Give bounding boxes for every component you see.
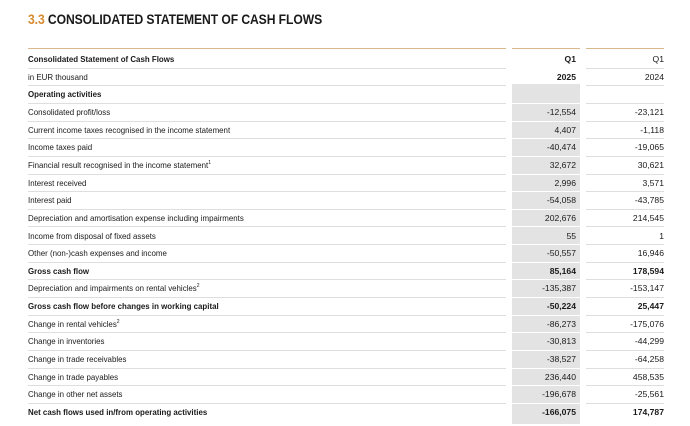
row-label: Income from disposal of fixed assets [28,230,156,241]
header-rule-label [28,48,506,49]
row-label: Change in other net assets [28,389,123,400]
col1-year: 2025 [556,71,576,82]
table-row [28,404,664,422]
table-row [28,139,664,157]
row-label: Depreciation and amortisation expense including impairments [28,212,244,223]
table-row [28,298,664,316]
value-q1-2025: 2,996 [554,177,576,188]
table-row [28,104,664,122]
value-q1-2024: 30,621 [637,159,664,170]
value-q1-2025: 32,672 [549,159,576,170]
header-rule-col2 [586,48,664,49]
table-row [28,280,664,298]
footnote-marker: 2 [196,283,200,290]
header-row-title [28,51,664,69]
value-q1-2024: 16,946 [637,248,664,259]
value-q1-2025: -30,813 [546,336,576,347]
value-q1-2025: -50,557 [546,248,576,259]
value-q1-2025: -166,075 [542,407,576,417]
value-q1-2025: -86,273 [546,318,576,329]
value-q1-2024: 1 [659,230,664,241]
section-heading: CONSOLIDATED STATEMENT OF CASH FLOWS [47,12,323,27]
value-q1-2025: -50,224 [546,301,576,312]
value-q1-2025: 55 [566,230,576,241]
value-q1-2024: -43,785 [634,195,664,206]
value-q1-2024: -1,118 [640,124,664,135]
value-q1-2024: -175,076 [630,318,664,329]
value-q1-2024: 25,447 [637,301,664,312]
value-q1-2025: -12,554 [546,106,576,117]
header-row-unit [28,69,664,87]
row-label: Consolidated profit/loss [28,106,111,117]
value-q1-2024: -44,299 [634,336,664,347]
row-label: Gross cash flow before changes in working capital [28,301,219,312]
value-q1-2025: -135,387 [542,283,576,294]
row-label: Change in rental vehicles$^2$ [28,318,120,329]
section-number: 3.3 [28,12,45,27]
row-label: Income taxes paid [28,142,93,153]
value-q1-2025 [512,86,576,104]
value-q1-2024: -64,258 [634,354,664,365]
table-row [28,369,664,387]
col1-period: Q1 [564,54,576,64]
row-label: Gross cash flow [28,265,90,276]
col2-period: Q1 [652,54,664,64]
value-q1-2025: -196,678 [542,389,576,400]
footnote-marker: 1 [208,160,212,167]
value-q1-2024: -19,065 [634,142,664,153]
value-q1-2025: 236,440 [544,371,576,382]
value-q1-2024: 3,571 [642,177,664,188]
row-label: Change in trade payables [28,371,119,382]
value-q1-2024: 178,594 [632,265,664,276]
value-q1-2024: -153,147 [630,283,664,294]
value-q1-2025: 4,407 [554,124,576,135]
table-row [28,175,664,193]
value-q1-2024: -25,561 [634,389,664,400]
value-q1-2025: -40,474 [546,142,576,153]
row-label: Depreciation and impairments on rental vehicles$^2$ [28,283,200,294]
table-row [28,210,664,228]
row-label: Current income taxes recognised in the income statement [28,124,231,135]
value-q1-2024 [586,86,664,104]
table-row [28,263,664,281]
row-label: Net cash flows used in/from operating activities [28,407,208,417]
value-q1-2024: 458,535 [632,371,664,382]
row-label: Operating activities [28,89,102,100]
value-q1-2025: -38,527 [546,354,576,365]
table-row [28,228,664,246]
col2-year: 2024 [644,71,664,82]
table-row [28,316,664,334]
value-q1-2025: -54,058 [546,195,576,206]
value-q1-2024: 214,545 [632,212,664,223]
table-row [28,122,664,140]
table-row [28,245,664,263]
value-q1-2024: 174,787 [632,407,664,417]
value-q1-2025: 85,164 [549,265,576,276]
row-label: Change in inventories [28,336,105,347]
header-rule-col1 [512,48,580,49]
table-row [28,333,664,351]
value-q1-2024: -23,121 [634,106,664,117]
table-row [28,386,664,404]
row-label: Other (non-)cash expenses and income [28,248,167,259]
unit-label: in EUR thousand [28,71,88,82]
value-q1-2025: 202,676 [544,212,576,223]
table-row [28,192,664,210]
row-label: Change in trade receivables [28,354,127,365]
row-label: Financial result recognised in the income statement$^1$ [28,159,212,170]
footnote-marker: 2 [116,318,120,325]
row-label: Interest received [28,177,87,188]
section-title [28,12,322,27]
row-label: Interest paid [28,195,72,206]
table-caption: Consolidated Statement of Cash Flows [28,54,175,64]
table-row [28,157,664,175]
table-row [28,351,664,369]
table-row [28,86,664,104]
